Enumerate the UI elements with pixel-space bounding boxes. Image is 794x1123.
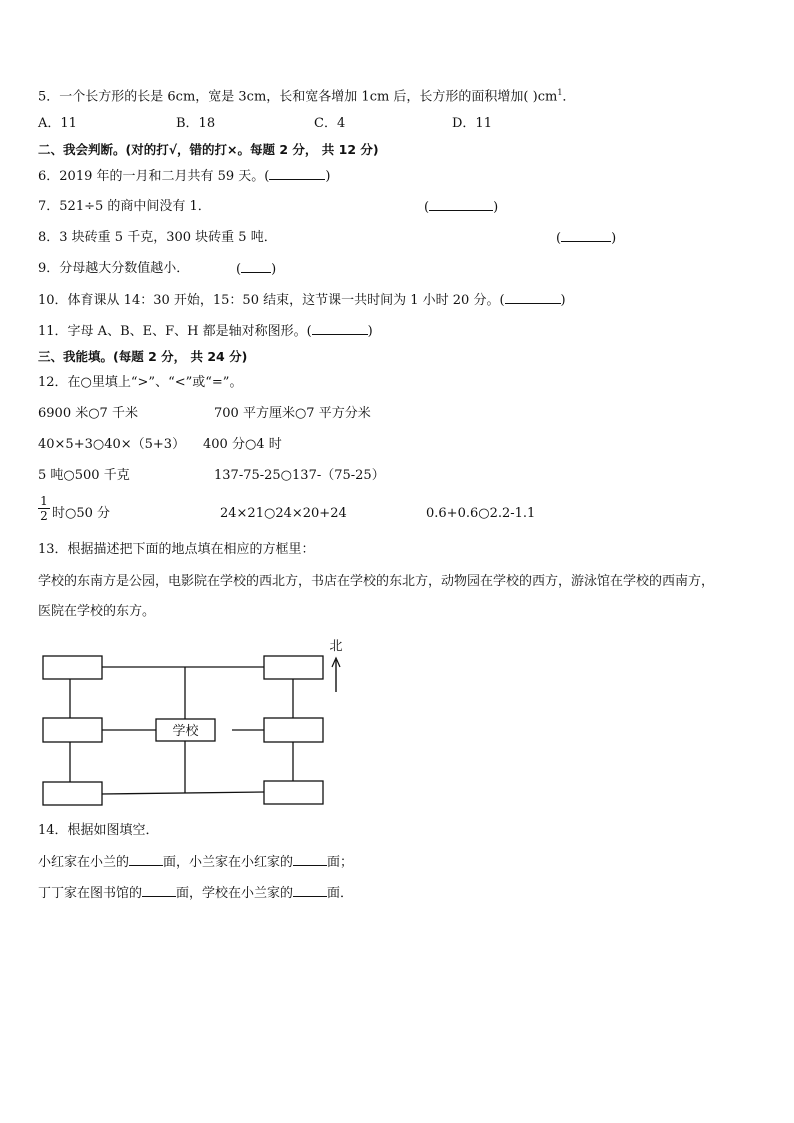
q14-line2-part-a: 丁丁家在图书馆的 — [38, 886, 143, 901]
q7-paren — [424, 198, 498, 217]
north-arrow-icon — [332, 658, 340, 692]
map-box-east[interactable] — [264, 718, 323, 742]
north-label: 北 — [329, 639, 343, 654]
q11-close-paren: ) — [367, 324, 373, 339]
q6-text: 6．2019 年的一月和二月共有 59 天。( — [38, 169, 270, 184]
q12-row1-b: 700 平方厘米○7 平方分米 — [214, 406, 371, 421]
q9-answer-blank[interactable] — [241, 260, 271, 273]
section3-heading: 三、我能填。(每题 2 分， 共 24 分) — [38, 349, 248, 364]
q14-blank-4[interactable] — [293, 884, 327, 897]
q8-close-paren: ) — [611, 231, 617, 246]
q14-stem: 14．根据如图填空． — [38, 823, 159, 838]
q14-line-1 — [38, 853, 353, 872]
q7-close-paren: ) — [493, 200, 499, 215]
q10-line — [38, 291, 566, 310]
q12-row2-a: 40×5+3○40×（5+3） — [38, 437, 186, 452]
q12-row3-b: 137-75-25○137-（75-25） — [214, 468, 385, 483]
q9-text: 9．分母越大分数值越小． — [38, 261, 190, 276]
q5-exponent: 1 — [557, 88, 563, 97]
q8-paren — [556, 229, 616, 248]
q11-text: 11．字母 A、B、E、F、H 都是轴对称图形。( — [38, 324, 312, 339]
q7-open-paren: ( — [424, 200, 430, 215]
q14-blank-3[interactable] — [142, 884, 176, 897]
q14-line-2 — [38, 884, 353, 903]
q7-line — [38, 198, 211, 216]
q12-stem: 12．在○里填上“>”、“<”或“=”。 — [38, 375, 243, 390]
q12-row4-c: 0.6+0.6○2.2-1.1 — [426, 506, 536, 521]
fraction-denominator: 2 — [40, 509, 48, 523]
map-box-northwest[interactable] — [43, 656, 102, 679]
q9-paren — [236, 260, 276, 279]
map-box-west[interactable] — [43, 718, 102, 742]
q5-option-d: D．11 — [452, 116, 492, 131]
section2-heading: 二、我会判断。(对的打√，错的打×。每题 2 分， 共 12 分) — [38, 142, 379, 157]
q5-option-a: A．11 — [38, 116, 77, 131]
q12-row1-a: 6900 米○7 千米 — [38, 406, 138, 421]
map-box-northeast[interactable] — [264, 656, 323, 679]
school-label: 学校 — [172, 724, 199, 739]
q8-text: 8．3 块砖重 5 千克，300 块砖重 5 吨． — [38, 230, 277, 245]
q9-close-paren: ) — [271, 262, 277, 277]
q5-stem-tail: ． — [562, 89, 576, 105]
q14-line2-part-b: 面，学校在小兰家的 — [176, 886, 294, 901]
q12-row4-a: 时○50 分 — [52, 506, 111, 521]
q12-row4-b: 24×21○24×20+24 — [220, 506, 347, 521]
q5-option-b: B．18 — [176, 116, 216, 131]
q5-stem — [38, 84, 575, 106]
q12-fraction — [38, 494, 50, 523]
q9-open-paren: ( — [236, 262, 242, 277]
q14-line1-part-b: 面，小兰家在小红家的 — [163, 855, 294, 870]
q14-line2-part-c: 面． — [327, 886, 354, 901]
q9-line — [38, 260, 189, 278]
map-box-southeast[interactable] — [264, 781, 323, 804]
q6-line — [38, 167, 330, 186]
q14-line1-part-c: 面； — [327, 855, 354, 870]
q11-line — [38, 322, 373, 341]
q14-blank-2[interactable] — [293, 853, 327, 866]
q8-answer-blank[interactable] — [561, 229, 611, 242]
q6-close-paren: ) — [325, 169, 331, 184]
q14-line1-part-a: 小红家在小兰的 — [38, 855, 130, 870]
direction-map-diagram — [40, 634, 360, 810]
q10-text: 10．体育课从 14：30 开始，15：50 结束，这节课一共时间为 1 小时 20 分。( — [38, 293, 505, 308]
q12-row2-b: 400 分○4 时 — [203, 437, 282, 452]
q10-close-paren: ) — [560, 293, 566, 308]
q12-row3-a: 5 吨○500 千克 — [38, 468, 130, 483]
q11-answer-blank[interactable] — [312, 322, 368, 335]
q5-option-c: C．4 — [314, 116, 346, 131]
q8-open-paren: ( — [556, 231, 562, 246]
q5-stem-text: 5．一个长方形的长是 6cm，宽是 3cm，长和宽各增加 1cm 后，长方形的面积增加( )cm — [38, 89, 558, 105]
fraction-numerator: 1 — [38, 494, 50, 509]
map-box-southwest[interactable] — [43, 782, 102, 805]
q7-answer-blank[interactable] — [429, 198, 493, 211]
map-line-bottom — [101, 792, 264, 794]
q6-answer-blank[interactable] — [269, 167, 325, 180]
q13-stem: 13．根据描述把下面的地点填在相应的方框里： — [38, 542, 315, 557]
q10-answer-blank[interactable] — [505, 291, 561, 304]
q14-blank-1[interactable] — [129, 853, 163, 866]
q7-text: 7．521÷5 的商中间没有 1． — [38, 199, 211, 214]
q13-desc-1: 学校的东南方是公园，电影院在学校的西北方，书店在学校的东北方，动物园在学校的西方，游泳馆在学校的西南方， — [38, 574, 715, 589]
q8-line — [38, 229, 277, 247]
q13-desc-2: 医院在学校的东方。 — [38, 604, 156, 619]
